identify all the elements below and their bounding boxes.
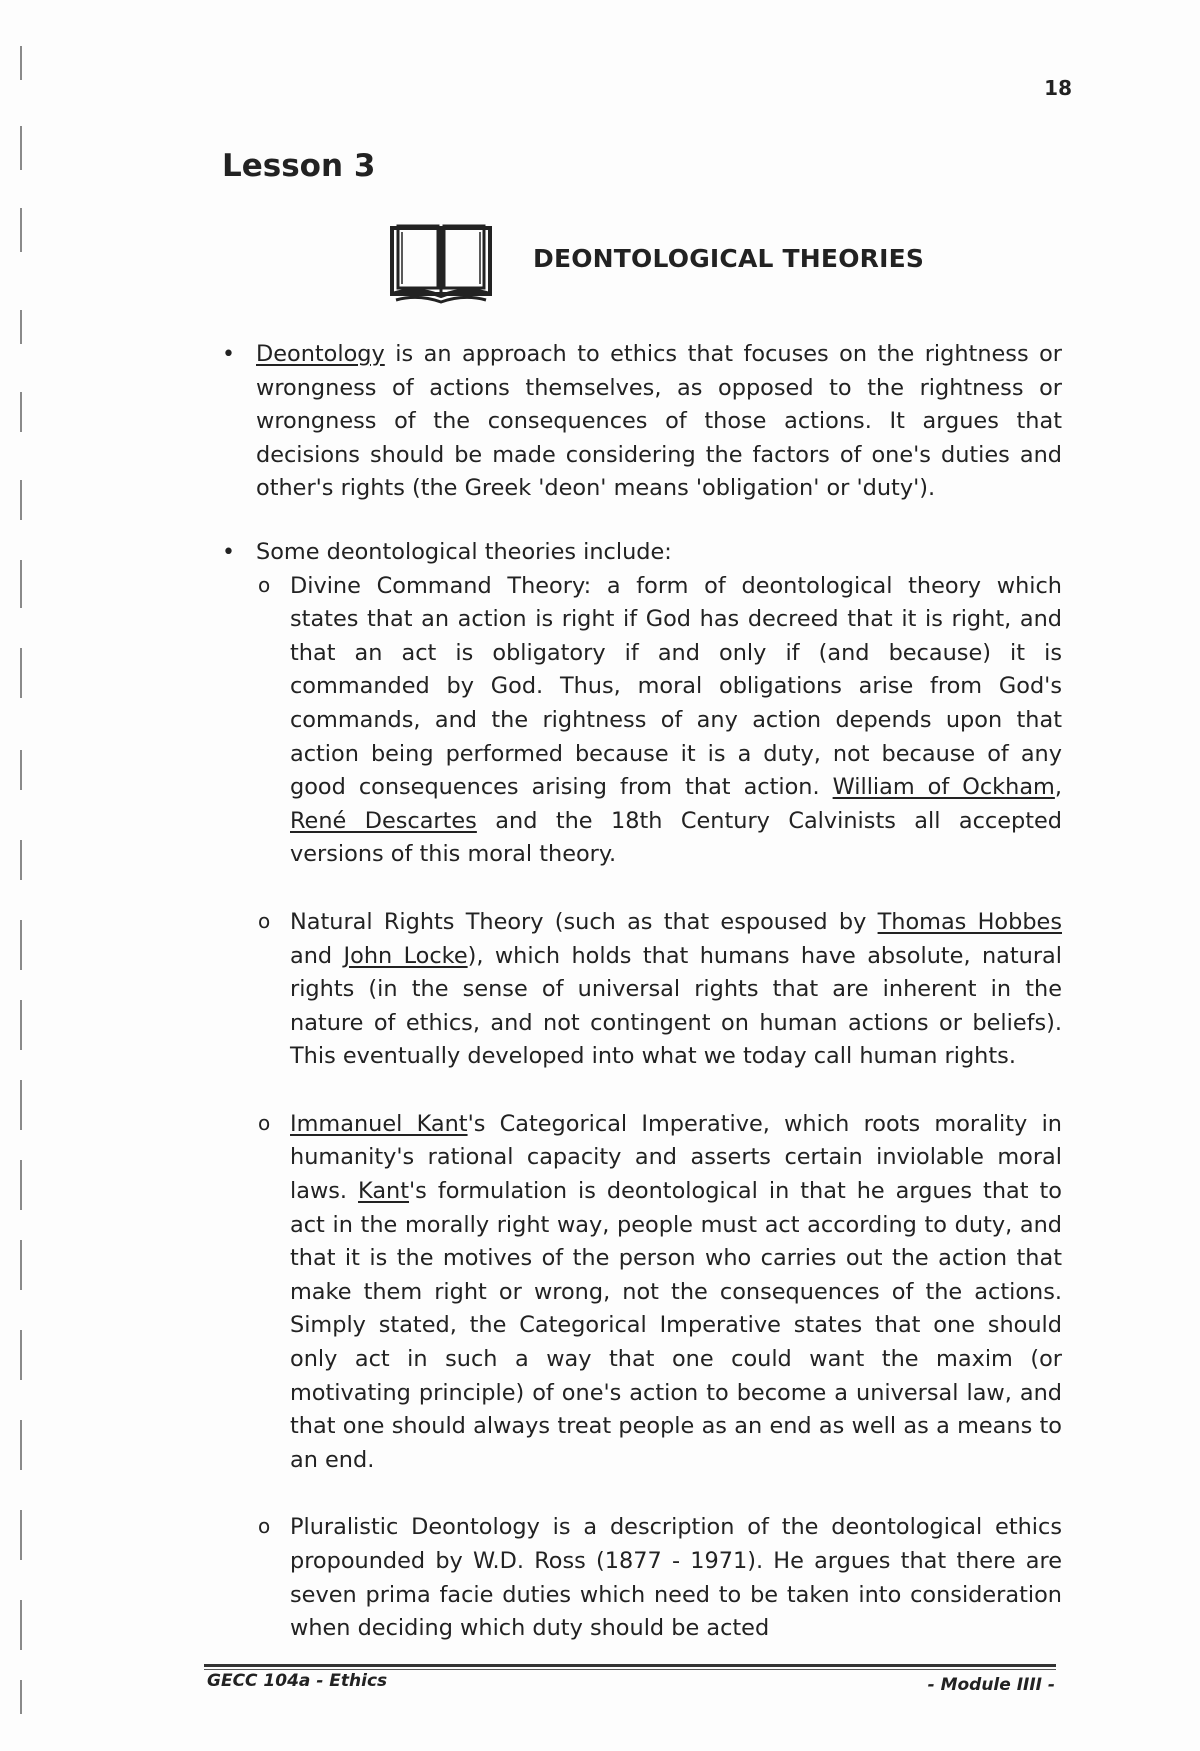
binding-mark [20,920,22,970]
binding-mark [20,46,22,80]
binding-mark [20,560,22,608]
list-item-categorical-imperative [256,1108,1062,1478]
section-title: DEONTOLOGICAL THEORIES [533,244,925,273]
binding-mark [20,840,22,880]
binding-mark [20,1420,22,1470]
binding-mark [20,1160,22,1210]
document-body [222,338,1062,1646]
item-text: 's formulation is deontological in that he argues that to act in the morally right way, people must act according to duty, and that it is the motives of the person who carries out the action that make them right or wrong, not the consequences of the actions. Simply stated, the Categorical Imperative states that one should only act in such a way that one could want the maxim (or motivating principle) of one's action to become a universal law, and that one should always treat people as an end as well as a means to an end. [290,1178,1062,1473]
name-thomas-hobbes: Thomas Hobbes [877,908,1062,935]
footer-course: GECC 104a - Ethics [207,1671,388,1691]
name-kant: Kant [358,1178,410,1205]
binding-mark [20,1680,22,1714]
binding-mark [20,648,22,698]
name-immanuel-kant: Immanuel Kant [290,1110,468,1137]
name-william-of-ockham: William of Ockham [832,774,1055,801]
binding-mark [20,1000,22,1050]
footer-module: - Module IIII - [927,1675,1055,1695]
footer-divider [204,1664,1056,1667]
bullet-text: is an approach to ethics that focuses on the rightness or wrongness of actions themselves, as opposed to the rightness or wrongness of the consequences of those actions. It argues that decisions should be made considering the factors of one's duties and other's rights (the Greek 'deon' means 'obligation' or 'duty'). [256,341,1062,502]
footer-divider [204,1669,1056,1670]
book-icon [388,222,494,304]
page-number: 18 [1044,76,1072,100]
theory-list [256,570,1062,1646]
binding-mark [20,1510,22,1560]
item-text: Pluralistic Deontology is a description of the deontological ethics propounded by W.D. Ross (1877 - 1971). He argues that there are seven prima facie duties which need to be taken into consideration when deciding which duty should be acted [290,1514,1062,1642]
binding-mark [20,392,22,432]
binding-mark [20,480,22,520]
item-separator: and [290,942,344,969]
item-text: ), which holds that humans have absolute, natural rights (in the sense of universal rights that are inherent in the nature of ethics, and not contingent on human actions or beliefs). This eventually developed into what we today call human rights. [290,942,1062,1070]
binding-mark [20,208,22,252]
binding-mark [20,1240,22,1290]
binding-mark [20,1600,22,1650]
term-deontology: Deontology [256,341,385,367]
bullet-theories [222,536,1062,1646]
item-separator: , [1054,774,1062,801]
item-text: 's Categorical Imperative, which roots morality in humanity's rational capacity and asserts certain inviolable moral laws. [290,1110,1062,1205]
list-item-divine-command [256,570,1062,872]
item-text: Divine Command Theory: a form of deontological theory which states that an action is right if God has decreed that it is right, and that an act is obligatory if and only if (and because) it is commanded by God. Thus, moral obligations arise from God's commands, and the rightness of any action depends upon that action being performed because it is a duty, not because of any good consequences arising from that action. [290,572,1062,801]
binding-mark [20,126,22,170]
binding-mark [20,750,22,790]
item-text: Natural Rights Theory (such as that espoused by [290,908,878,935]
name-rene-descartes: René Descartes [290,807,477,834]
binding-marks [20,40,40,1720]
lesson-title: Lesson 3 [222,148,376,184]
list-item-pluralistic-deontology [256,1511,1062,1645]
binding-mark [20,1330,22,1380]
binding-mark [20,310,22,344]
binding-mark [20,1080,22,1130]
bullet-intro: • Some deontological theories include: [256,538,672,565]
list-item-natural-rights [256,906,1062,1074]
name-john-locke: John Locke [343,942,468,969]
bullet-deontology [222,338,1062,506]
item-text: and the 18th Century Calvinists all accepted versions of this moral theory. [290,807,1062,868]
